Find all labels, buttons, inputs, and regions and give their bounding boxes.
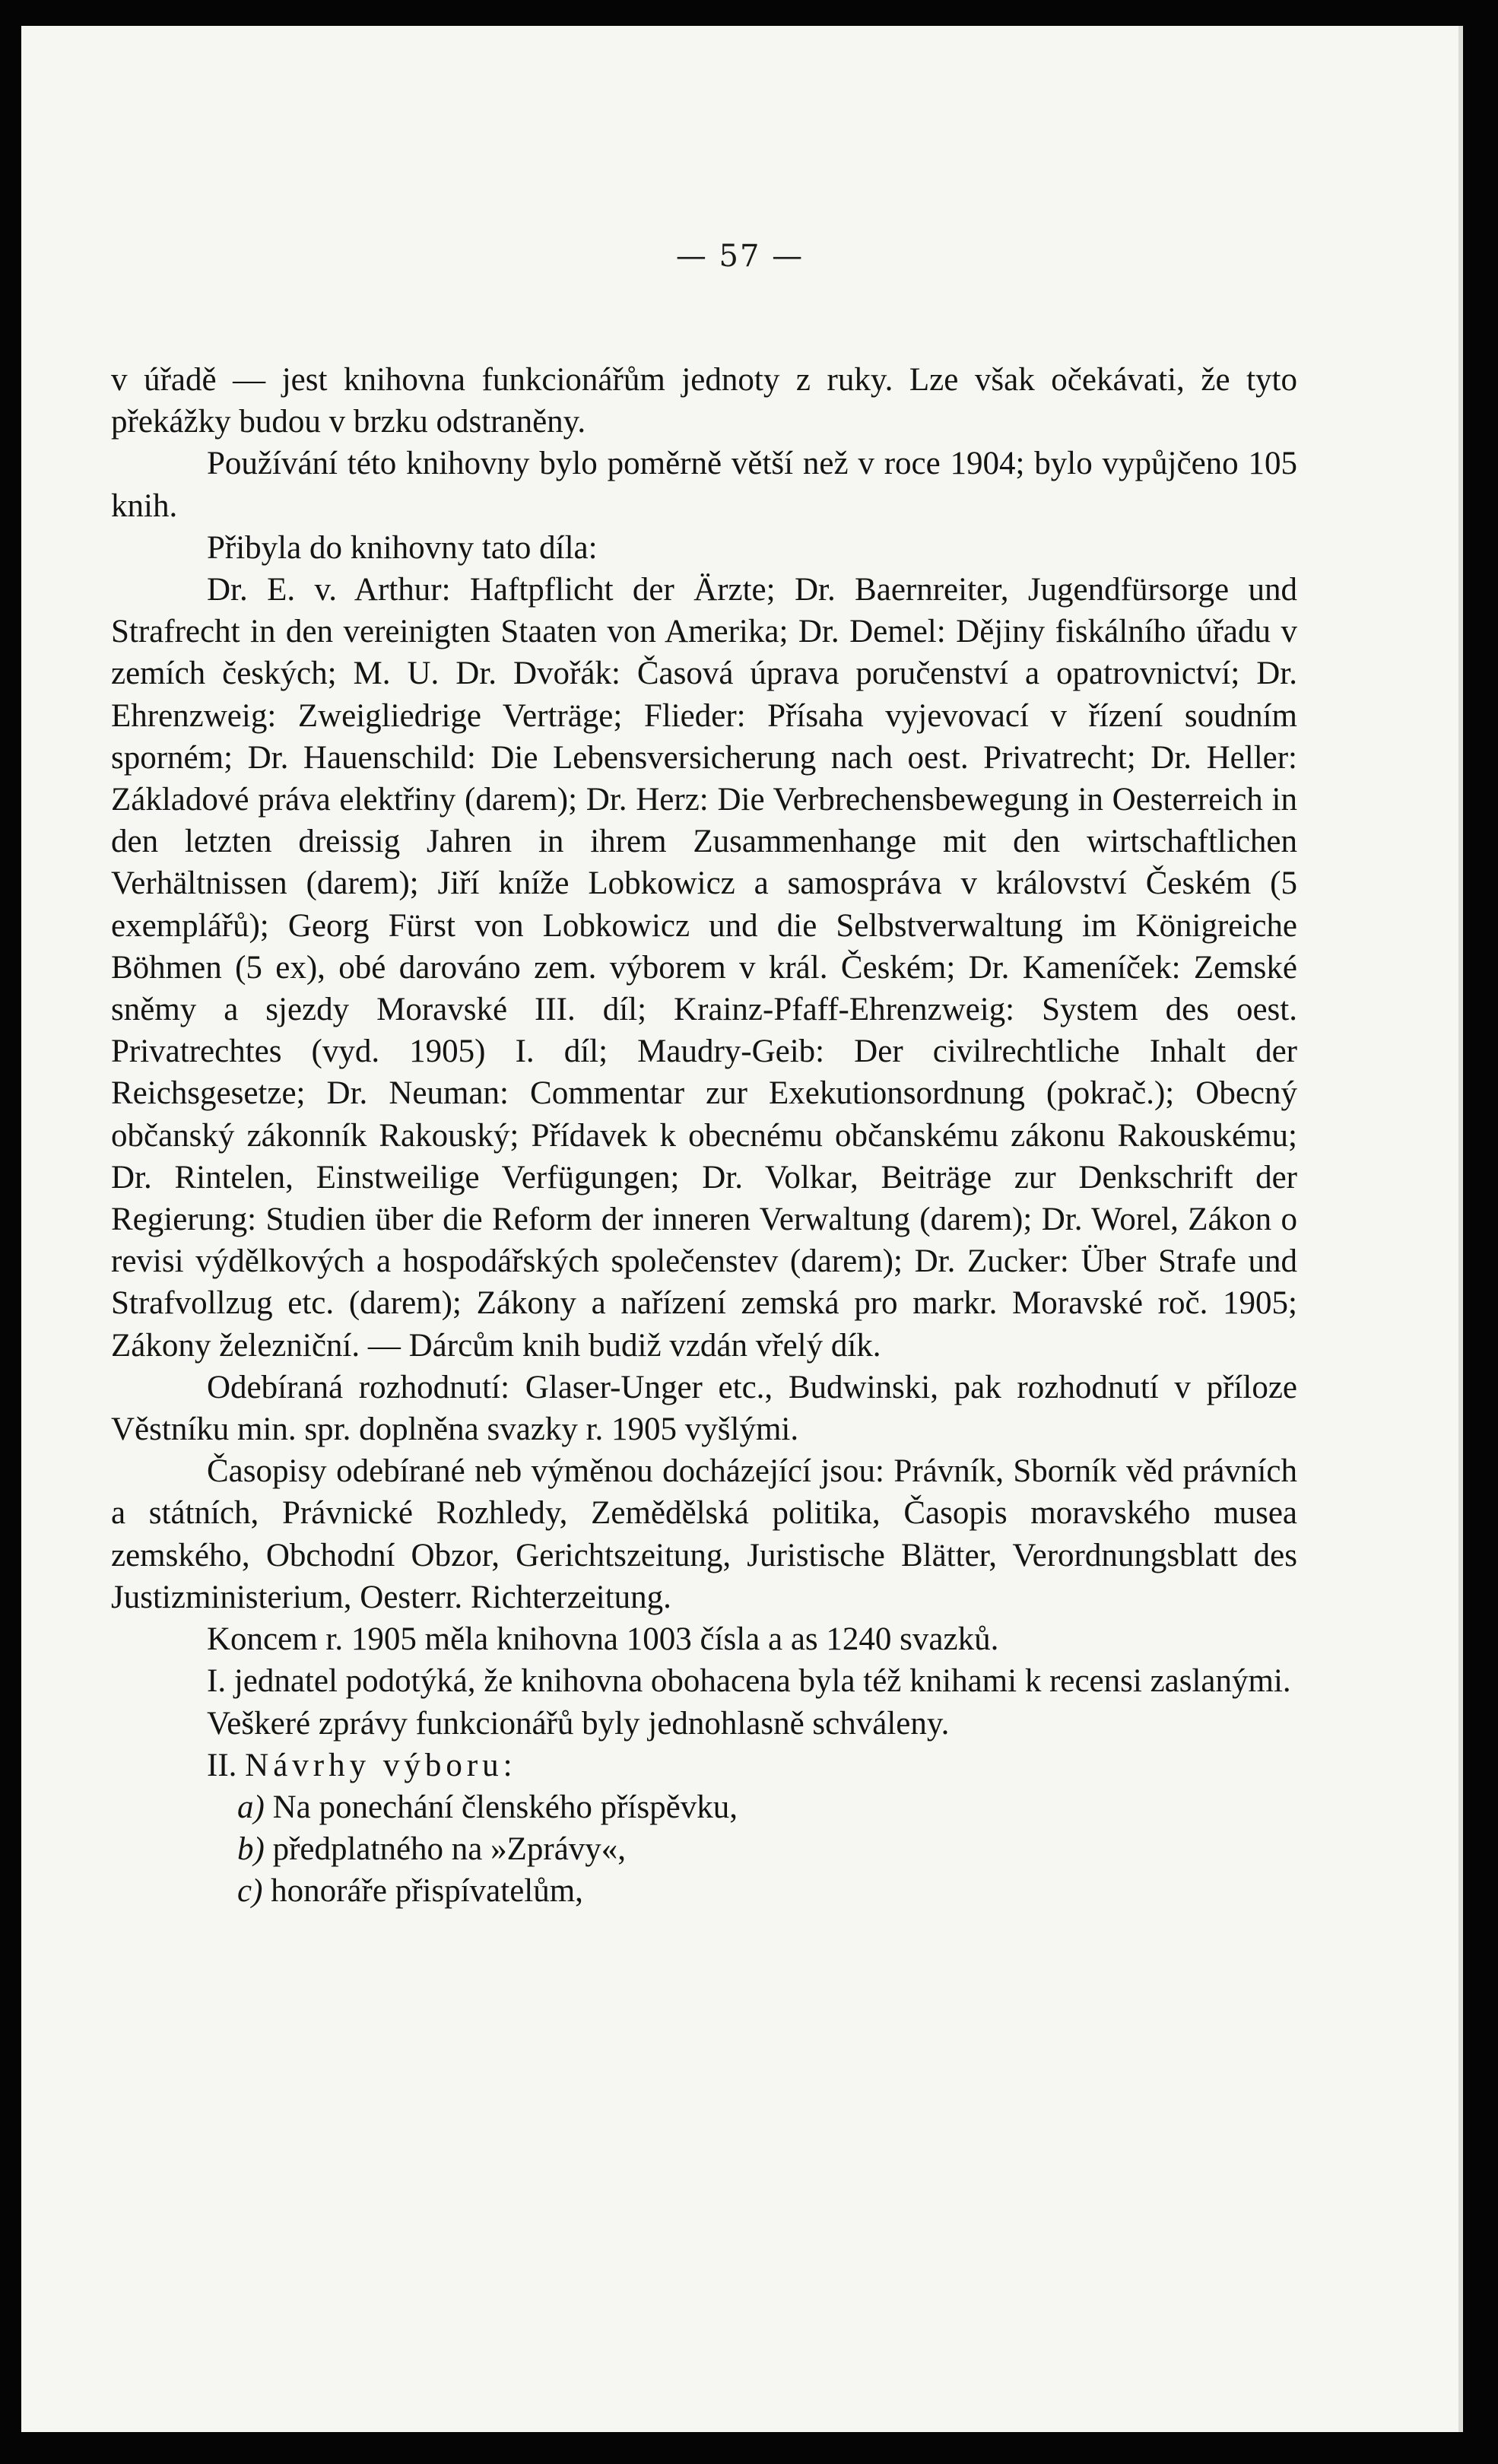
paragraph-decisions: Odebíraná rozhodnutí: Glaser-Unger etc., Budwinski, pak rozhodnutí v příloze Věstníku min. spr. doplněna svazky r. 1905 vyšlými. [111,1369,1297,1448]
paragraph-library-usage: Používání této knihovny bylo poměrně větší než v roce 1904; bylo vypůjčeno 105 knih. [111,446,1297,524]
paragraph-approval: Veškeré zprávy funkcionářů byly jednohlasně schváleny. [207,1705,950,1742]
section-title: Návrhy výboru: [245,1747,517,1783]
section-heading [111,1745,1297,1786]
list-item-letter: b) [237,1831,265,1868]
page-number: — 57 — [675,239,805,274]
list-item [111,1786,1297,1828]
list-item [111,1870,1297,1912]
paragraph-continuation: v úřadě — jest knihovna funkcionářům jednoty z ruky. Lze však očekávati, že tyto překážky budou v brzku odstraněny. [111,362,1297,440]
paragraph-acquisitions-list: Dr. E. v. Arthur: Haftpflicht der Ärzte; Dr. Baernreiter, Jugendfürsorge und Strafrecht in den vereinigten Staaten von Amerika; Dr. Demel: Dějiny fiskálního úřadu v zemích českých; M. U. Dr. Dvořák: Časová úprava poručenství a opatrovnictví; Dr. Ehrenzweig: Zweigliedrige Verträge; Flieder: Přísaha vyjevovací v řízení soudním sporném; Dr. Hauenschild: Die Lebensversicherung nach oest. Privatrecht; Dr. Heller: Základové práva elektřiny (darem); Dr. Herz: Die Verbrechensbewegung in Oesterreich in den letzten dreissig Jahren in ihrem Zusammenhange mit den wirtschaftlichen Verhältnissen (darem); Jiří kníže Lobkowicz a samospráva v království Českém (5 exemplářů); Georg Fürst von Lobkowicz und die Selbstverwaltung im Königreiche Böhmen (5 ex), obé darováno zem. výborem v král. Českém; Dr. Kameníček: Zemské sněmy a sjezdy Moravské III. díl; Krainz-Pfaff-Ehrenzweig: System des oest. Privatrechtes (vyd. 1905) I. díl; Maudry-Geib: Der civilrechtliche Inhalt der Reichsgesetze; Dr. Neuman: Commentar zur Exekutionsordnung (pokrač.); Obecný občanský zákonník Rakouský; Přídavek k obecnému občanskému zákonu Rakouskému; Dr. Rintelen, Einstweilige Verfügungen; Dr. Volkar, Beiträge zur Denkschrift der Regierung: Studien über die Reform der inneren Verwaltung (darem); Dr. Worel, Zákon o revisi výdělkových a hospodářských společenstev (darem); Dr. Zucker: Über Strafe und Strafvollzug etc. (darem); Zákony a nařízení zemská pro markr. Moravské roč. 1905; Zákony železniční. — Dárcům knih budiž vzdán vřelý dík. [111,572,1297,1364]
list-item-letter: c) [237,1873,263,1910]
list-item [111,1828,1297,1870]
paragraph-library-total: Koncem r. 1905 měla knihovna 1003 čísla a as 1240 svazků. [207,1621,999,1658]
list-item-letter: a) [237,1789,265,1825]
paragraph-periodicals: Časopisy odebírané neb výměnou docházející jsou: Právník, Sborník věd právních a státních, Právnické Rozhledy, Zemědělská politika, Časopis moravského musea zemského, Obchodní Obzor, Gerichtszeitung, Juristische Blätter, Verordnungsblatt des Justizministerium, Oesterr. Richterzeitung. [111,1453,1297,1615]
list-item-text: Na ponechání členského příspěvku, [272,1789,738,1825]
paragraph-acquisitions-intro: Přibyla do knihovny tato díla: [207,529,598,566]
paragraph-review-books: I. jednatel podotýká, že knihovna obohacena byla též knihami k recensi zaslanými. [207,1663,1291,1700]
scanned-page [21,26,1463,2432]
list-item-text: honoráře přispívatelům, [271,1873,583,1910]
list-item-text: předplatného na »Zprávy«, [272,1831,627,1868]
body-text [111,359,1297,1913]
section-numeral: II. [207,1747,237,1783]
